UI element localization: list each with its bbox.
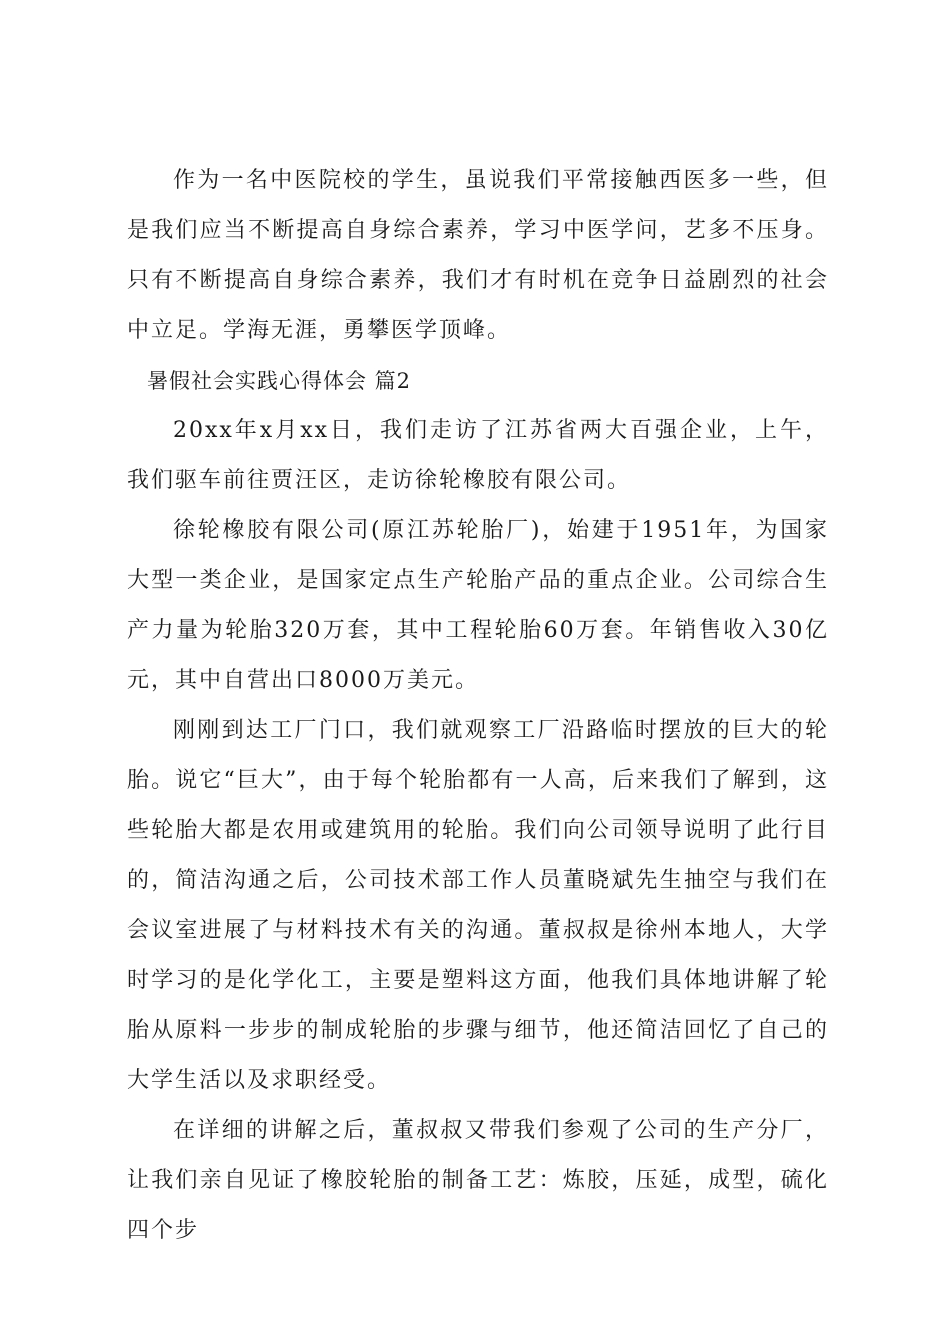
paragraph-1: 作为一名中医院校的学生，虽说我们平常接触西医多一些，但是我们应当不断提高自身综合素养，学习中医学问，艺多不压身。只有不断提高自身综合素养，我们才有时机在竞争日益剧烈的社会中立足。学海无涯，勇攀医学顶峰。 — [127, 168, 829, 343]
document-body — [127, 156, 829, 1256]
paragraph-5: 在详细的讲解之后，董叔叔又带我们参观了公司的生产分厂，让我们亲自见证了橡胶轮胎的制备工艺：炼胶，压延，成型，硫化四个步 — [127, 1118, 829, 1243]
paragraph-4: 刚刚到达工厂门口，我们就观察工厂沿路临时摆放的巨大的轮胎。说它“巨大”，由于每个轮胎都有一人高，后来我们了解到，这些轮胎大都是农用或建筑用的轮胎。我们向公司领导说明了此行目的，简洁沟通之后，公司技术部工作人员董晓斌先生抽空与我们在会议室进展了与材料技术有关的沟通。董叔叔是徐州本地人，大学时学习的是化学化工，主要是塑料这方面，他我们具体地讲解了轮胎从原料一步步的制成轮胎的步骤与细节，他还简洁回忆了自己的大学生活以及求职经受。 — [127, 718, 829, 1093]
paragraph-2: 20xx年x月xx日，我们走访了江苏省两大百强企业，上午，我们驱车前往贾汪区，走访徐轮橡胶有限公司。 — [127, 418, 829, 493]
section-heading: 暑假社会实践心得体会 篇2 — [147, 369, 412, 393]
paragraph-3: 徐轮橡胶有限公司(原江苏轮胎厂)，始建于1951年，为国家大型一类企业，是国家定点生产轮胎产品的重点企业。公司综合生产力量为轮胎320万套，其中工程轮胎60万套。年销售收入30亿元，其中自营出口8000万美元。 — [127, 518, 829, 693]
